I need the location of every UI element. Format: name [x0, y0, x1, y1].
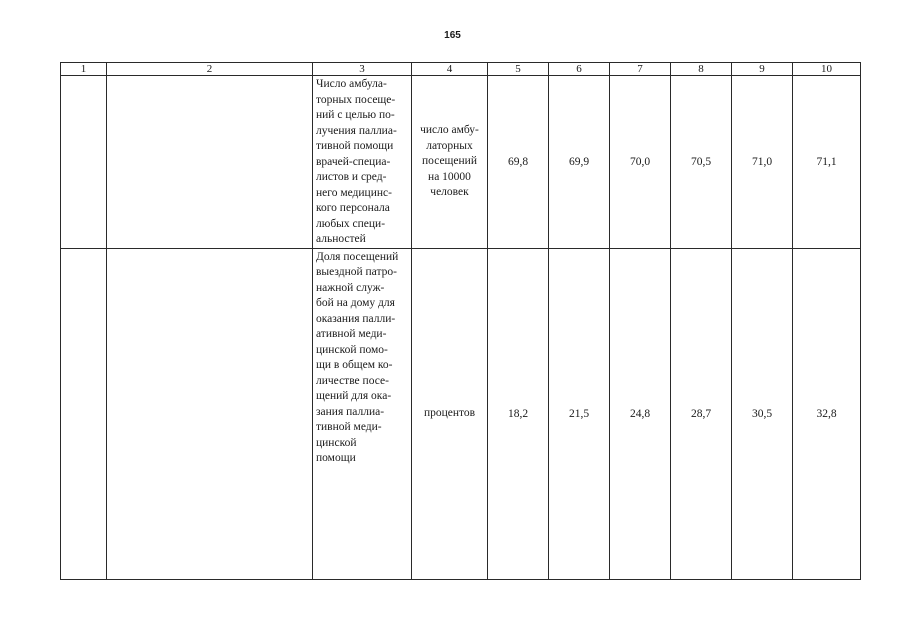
unit-line: процентов [423, 407, 476, 419]
unit-line: человек [430, 186, 469, 198]
indicator-line: альностей [316, 233, 366, 245]
indicator-line: торных посеще- [316, 93, 396, 106]
column-header-2: 2 [107, 63, 313, 76]
column-header-3: 3 [313, 63, 412, 76]
column-header-7: 7 [610, 63, 671, 76]
indicator-line: зания паллиа- [316, 405, 385, 418]
value-cell: 30,5 [732, 248, 793, 580]
indicator-line: выездной патро- [316, 266, 397, 278]
indicator-line: кого персонала [316, 202, 390, 214]
indicator-name-cell [313, 76, 412, 249]
indicator-line: врачей-специа- [316, 155, 391, 168]
value-cell: 32,8 [793, 248, 861, 580]
program-cell [107, 248, 313, 580]
indicator-line: помощи [316, 452, 356, 464]
indicator-line: щи в общем ко- [316, 359, 393, 371]
indicator-line: цинской помо- [316, 343, 388, 356]
column-header-1: 1 [61, 63, 107, 76]
indicator-line: щений для ока- [316, 390, 392, 402]
column-header-6: 6 [549, 63, 610, 76]
column-header-5: 5 [488, 63, 549, 76]
table-row [61, 76, 861, 249]
indicator-line: нажной служ- [316, 281, 385, 294]
unit-cell [412, 76, 488, 249]
indicator-line: лучения паллиа- [316, 124, 397, 137]
value-cell: 69,8 [488, 76, 549, 249]
indicator-line: Число амбула- [316, 78, 387, 90]
indicator-line: тивной помощи [316, 140, 394, 152]
value-cell: 70,5 [671, 76, 732, 249]
indicator-line: оказания палли- [316, 312, 396, 325]
column-header-9: 9 [732, 63, 793, 76]
indicator-line: тивной меди- [316, 421, 382, 433]
indicator-name-cell [313, 248, 412, 580]
value-cell: 71,0 [732, 76, 793, 249]
column-header-10: 10 [793, 63, 861, 76]
unit-cell [412, 248, 488, 580]
indicator-line: него медицинс- [316, 186, 392, 199]
indicator-line: ативной меди- [316, 328, 387, 340]
row-number-cell [61, 248, 107, 580]
column-header-4: 4 [412, 63, 488, 76]
table-row [61, 248, 861, 580]
value-cell: 28,7 [671, 248, 732, 580]
page-number: 165 [444, 30, 461, 41]
value-cell: 71,1 [793, 76, 861, 249]
row-number-cell [61, 76, 107, 249]
indicator-line: любых специ- [316, 217, 386, 230]
value-cell: 70,0 [610, 76, 671, 249]
indicator-line: личестве посе- [316, 374, 389, 387]
value-cell: 69,9 [549, 76, 610, 249]
indicator-line: Доля посещений [316, 250, 399, 263]
unit-line: на 10000 [428, 170, 471, 183]
indicator-line: цинской [316, 436, 357, 449]
indicator-line: бой на дому для [316, 297, 395, 309]
unit-line: число амбу- [420, 124, 479, 136]
value-cell: 21,5 [549, 248, 610, 580]
column-header-8: 8 [671, 63, 732, 76]
value-cell: 24,8 [610, 248, 671, 580]
program-cell [107, 76, 313, 249]
column-number-row [61, 63, 861, 76]
unit-line: посещений [422, 155, 477, 167]
value-cell: 18,2 [488, 248, 549, 580]
unit-line: латорных [426, 139, 473, 152]
indicator-line: ний с целью по- [316, 109, 395, 121]
indicator-line: листов и сред- [316, 171, 387, 183]
indicators-table [60, 62, 861, 580]
